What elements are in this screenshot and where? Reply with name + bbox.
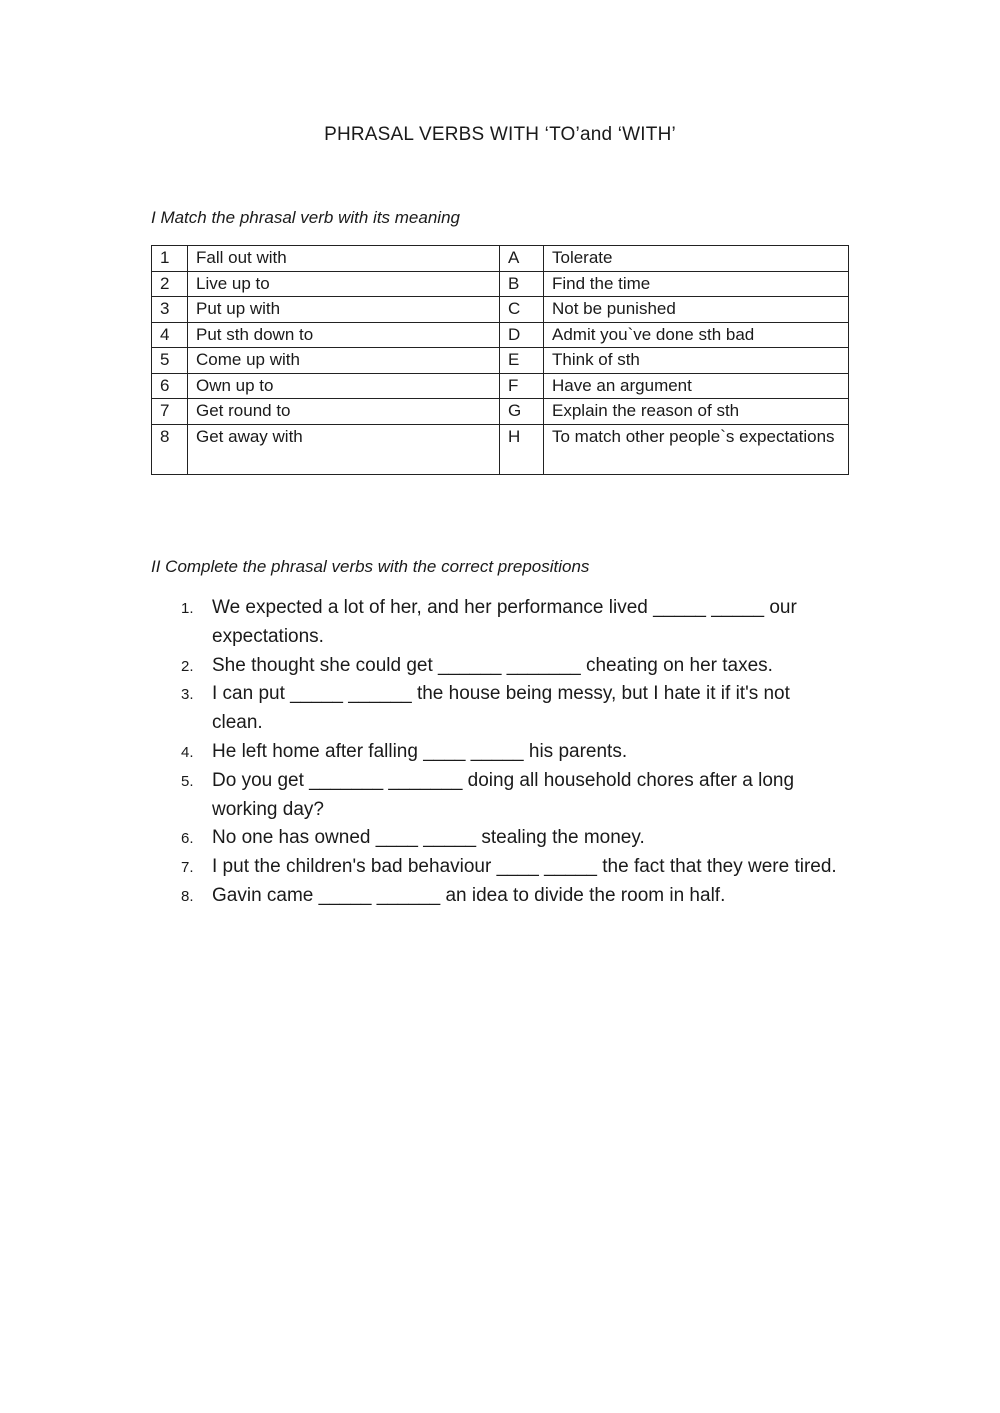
item-number: 6. xyxy=(181,830,194,848)
meaning: Explain the reason of sth xyxy=(544,399,849,425)
phrasal-verb: Get round to xyxy=(188,399,500,425)
list-item xyxy=(172,652,842,681)
sentence: Do you get _______ _______ doing all household chores after a long working day? xyxy=(212,769,795,820)
row-number: 6 xyxy=(152,373,188,399)
table-row xyxy=(152,322,849,348)
phrasal-verb: Put sth down to xyxy=(188,322,500,348)
list-item xyxy=(172,882,842,911)
table-row xyxy=(152,424,849,474)
meaning: Tolerate xyxy=(544,246,849,272)
page-title: PHRASAL VERBS WITH ‘TO’and ‘WITH’ xyxy=(324,124,676,145)
list-item xyxy=(172,594,842,652)
meaning: Have an argument xyxy=(544,373,849,399)
item-number: 8. xyxy=(181,887,194,905)
row-number: 7 xyxy=(152,399,188,425)
list-item xyxy=(172,767,842,825)
table-row xyxy=(152,373,849,399)
list-item xyxy=(172,824,842,853)
sentence: Gavin came _____ ______ an idea to divide the room in half. xyxy=(212,884,726,906)
row-number: 8 xyxy=(152,424,188,474)
sentence: She thought she could get ______ _______ cheating on her taxes. xyxy=(212,654,773,676)
sentence: I can put _____ ______ the house being messy, but I hate it if it's not clean. xyxy=(212,683,790,734)
row-number: 1 xyxy=(152,246,188,272)
meaning-letter: F xyxy=(500,373,544,399)
phrasal-verb: Live up to xyxy=(188,271,500,297)
section-1-heading: I Match the phrasal verb with its meaning xyxy=(151,208,460,227)
meaning-letter: C xyxy=(500,297,544,323)
sentence: No one has owned ____ _____ stealing the money. xyxy=(212,827,645,849)
table-row xyxy=(152,246,849,272)
sentence: We expected a lot of her, and her performance lived _____ _____ our expectations. xyxy=(212,597,797,647)
list-item xyxy=(172,738,842,767)
meaning-letter: B xyxy=(500,271,544,297)
table-row xyxy=(152,297,849,323)
exercise-list xyxy=(172,594,842,911)
phrasal-verb: Put up with xyxy=(188,297,500,323)
table-row xyxy=(152,271,849,297)
row-number: 4 xyxy=(152,322,188,348)
meaning: Not be punished xyxy=(544,297,849,323)
table-row xyxy=(152,348,849,374)
item-number: 5. xyxy=(181,772,194,790)
sentence: He left home after falling ____ _____ his parents. xyxy=(212,740,628,762)
meaning-letter: H xyxy=(500,424,544,474)
item-number: 7. xyxy=(181,859,194,877)
meaning-letter: A xyxy=(500,246,544,272)
phrasal-verb: Fall out with xyxy=(188,246,500,272)
meaning: Admit you`ve done sth bad xyxy=(544,322,849,348)
meaning: To match other people`s expectations xyxy=(544,424,849,474)
item-number: 1. xyxy=(181,600,194,617)
meaning-letter: G xyxy=(500,399,544,425)
list-item xyxy=(172,853,842,882)
meaning-letter: E xyxy=(500,348,544,374)
list-item xyxy=(172,680,842,738)
phrasal-verb: Come up with xyxy=(188,348,500,374)
row-number: 3 xyxy=(152,297,188,323)
section-2-heading: II Complete the phrasal verbs with the correct prepositions xyxy=(151,557,590,576)
item-number: 3. xyxy=(181,686,194,704)
row-number: 5 xyxy=(152,348,188,374)
row-number: 2 xyxy=(152,271,188,297)
meaning-letter: D xyxy=(500,322,544,348)
phrasal-verb: Get away with xyxy=(188,424,500,474)
item-number: 2. xyxy=(181,657,194,675)
sentence: I put the children's bad behaviour ____ _____ the fact that they were tired. xyxy=(212,856,837,878)
item-number: 4. xyxy=(181,743,194,761)
phrasal-verb: Own up to xyxy=(188,373,500,399)
matching-table xyxy=(151,245,849,475)
meaning: Find the time xyxy=(544,271,849,297)
table-row xyxy=(152,399,849,425)
meaning: Think of sth xyxy=(544,348,849,374)
